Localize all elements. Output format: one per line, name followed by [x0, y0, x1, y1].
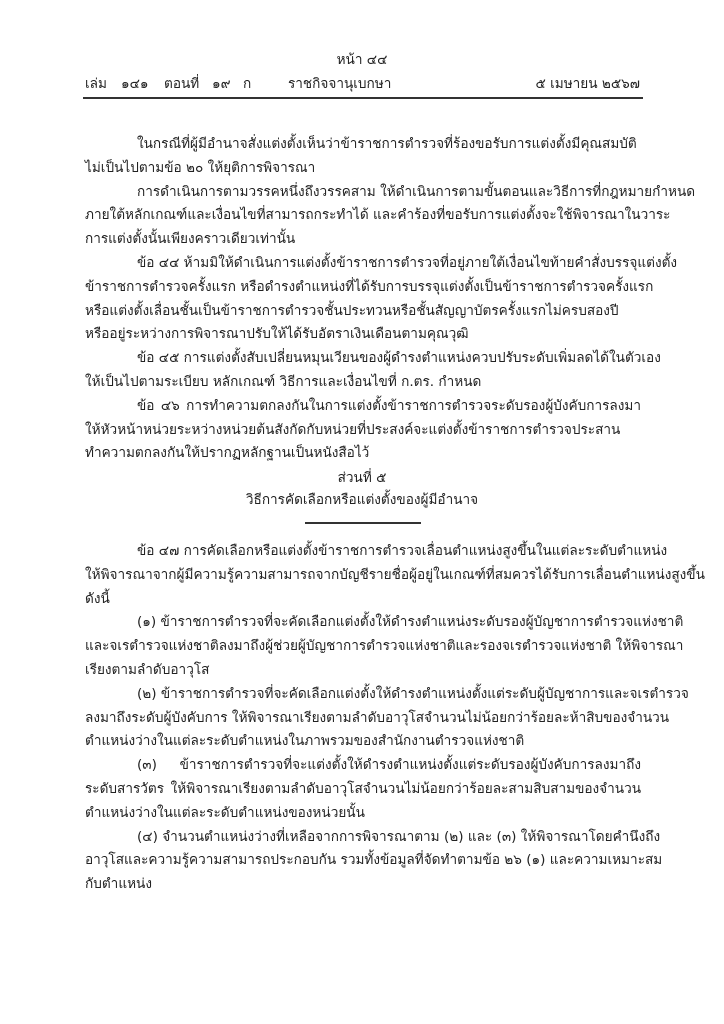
- text-line: (๒) ข้าราชการตำรวจที่จะคัดเลือกแต่งตั้งให้ดำรงตำแหน่งตั้งแต่ระดับผู้บัญชาการและจเรตำรวจ: [137, 685, 689, 702]
- body-block-2: [85, 540, 705, 897]
- header-rule: [83, 97, 643, 99]
- text-line: ภายใต้หลักเกณฑ์และเงื่อนไขที่สามารถกระทำได้ และคำร้องที่ขอรับการแต่งตั้งจะใช้พิจารณาในวาระ: [85, 207, 671, 224]
- text-line: หรือแต่งตั้งเลื่อนชั้นเป็นข้าราชการตำรวจชั้นประทวนหรือชั้นสัญญาบัตรครั้งแรกไม่ครบสองปี: [85, 302, 619, 319]
- volume-label: เล่ม: [85, 76, 107, 92]
- text-line: (๓) ข้าราชการตำรวจที่จะแต่งตั้งให้ดำรงตำแหน่งตั้งแต่ระดับรองผู้บังคับการลงมาถึง: [137, 757, 641, 774]
- text-line: ข้อ ๔๗ การคัดเลือกหรือแต่งตั้งข้าราชการตำรวจเลื่อนตำแหน่งสูงขึ้นในแต่ละระดับตำแหน่ง: [137, 543, 668, 559]
- text-line: ระดับสารวัตร ให้พิจารณาเรียงตามลำดับอาวุโสจำนวนไม่น้อยกว่าร้อยละสามสิบสามของจำนวน: [85, 780, 641, 797]
- text-line: (๔) จำนวนตำแหน่งว่างที่เหลือจากการพิจารณาตาม (๒) และ (๓) ให้พิจารณาโดยคำนึงถึง: [137, 828, 661, 845]
- text-line: ตำแหน่งว่างในแต่ละระดับตำแหน่งของหน่วยนั้น: [85, 804, 365, 821]
- text-line: ลงมาถึงระดับผู้บังคับการ ให้พิจารณาเรียงตามลำดับอาวุโสจำนวนไม่น้อยกว่าร้อยละห้าสิบของจำนวน: [85, 709, 670, 726]
- issue-number: ๑๙: [212, 76, 231, 92]
- text-line: ทำความตกลงกันให้ปรากฏหลักฐานเป็นหนังสือไว้: [85, 445, 370, 462]
- section-title: วิธีการคัดเลือกหรือแต่งตั้งของผู้มีอำนาจ: [245, 492, 479, 508]
- text-line: ตำแหน่งว่างในแต่ละระดับตำแหน่งในภาพรวมของสำนักงานตำรวจแห่งชาติ: [85, 733, 525, 750]
- text-line: และจเรตำรวจแห่งชาติลงมาถึงผู้ช่วยผู้บัญชาการตำรวจแห่งชาติและรองจเรตำรวจแห่งชาติ ให้พิจารณา: [85, 638, 684, 655]
- text-line: หรืออยู่ระหว่างการพิจารณาปรับให้ได้รับอัตราเงินเดือนตามคุณวุฒิ: [85, 326, 469, 343]
- text-line: ไม่เป็นไปตามข้อ ๒๐ ให้ยุติการพิจารณา: [85, 159, 316, 176]
- text-line: ข้อ ๔๖ การทำความตกลงกันในการแต่งตั้งข้าราชการตำรวจระดับรองผู้บังคับการลงมา: [137, 397, 641, 414]
- text-line: อาวุโสและความรู้ความสามารถประกอบกัน รวมทั้งข้อมูลที่จัดทำตามข้อ ๒๖ (๑) และความเหมาะสม: [85, 852, 663, 869]
- page-number: หน้า ๔๔: [336, 52, 388, 68]
- body-block-1: [85, 133, 696, 466]
- publication-date: ๕ เมษายน ๒๕๖๗: [535, 76, 640, 92]
- text-line: ข้อ ๔๕ การแต่งตั้งสับเปลี่ยนหมุนเวียนของผู้ดำรงตำแหน่งควบปรับระดับเพิ่มลดได้ในตัวเอง: [137, 350, 661, 367]
- text-line: กับตำแหน่ง: [85, 876, 152, 893]
- issue-label: ตอนที่: [164, 76, 200, 92]
- section-number: ส่วนที่ ๕: [337, 470, 387, 486]
- text-line: การแต่งตั้งนั้นเพียงคราวเดียวเท่านั้น: [85, 231, 296, 248]
- text-line: เรียงตามลำดับอาวุโส: [85, 661, 210, 678]
- section-rule: [305, 522, 421, 524]
- text-line: ให้พิจารณาจากผู้มีความรู้ความสามารถจากบัญชีรายชื่อผู้อยู่ในเกณฑ์ที่สมควรได้รับการเลื่อนตำแหน่งสูงขึ้น: [85, 566, 705, 583]
- issue-section: ก: [243, 76, 252, 92]
- text-line: ข้อ ๔๔ ห้ามมิให้ดำเนินการแต่งตั้งข้าราชการตำรวจที่อยู่ภายใต้เงื่อนไขท้ายคำสั่งบรรจุแต่งตั้ง: [137, 254, 678, 271]
- text-line: ดังนี้: [85, 590, 110, 607]
- text-line: การดำเนินการตามวรรคหนึ่งถึงวรรคสาม ให้ดำเนินการตามขั้นตอนและวิธีการที่กฎหมายกำหนด: [137, 183, 696, 200]
- text-line: ในกรณีที่ผู้มีอำนาจสั่งแต่งตั้งเห็นว่าข้าราชการตำรวจที่ร้องขอรับการแต่งตั้งมีคุณสมบัติ: [137, 136, 637, 152]
- text-line: ข้าราชการตำรวจครั้งแรก หรือดำรงตำแหน่งที่ได้รับการบรรจุแต่งตั้งเป็นข้าราชการตำรวจครั้งแรก: [85, 278, 654, 295]
- text-line: ให้เป็นไปตามระเบียบ หลักเกณฑ์ วิธีการและเงื่อนไขที่ ก.ตร. กำหนด: [85, 373, 482, 390]
- text-line: (๑) ข้าราชการตำรวจที่จะคัดเลือกแต่งตั้งให้ดำรงตำแหน่งระดับรองผู้บัญชาการตำรวจแห่งชาติ: [137, 614, 684, 631]
- volume-number: ๑๔๑: [121, 76, 149, 92]
- publication-name: ราชกิจจานุเบกษา: [288, 76, 392, 92]
- text-line: ให้หัวหน้าหน่วยระหว่างหน่วยต้นสังกัดกับหน่วยที่ประสงค์จะแต่งตั้งข้าราชการตำรวจประสาน: [85, 421, 621, 438]
